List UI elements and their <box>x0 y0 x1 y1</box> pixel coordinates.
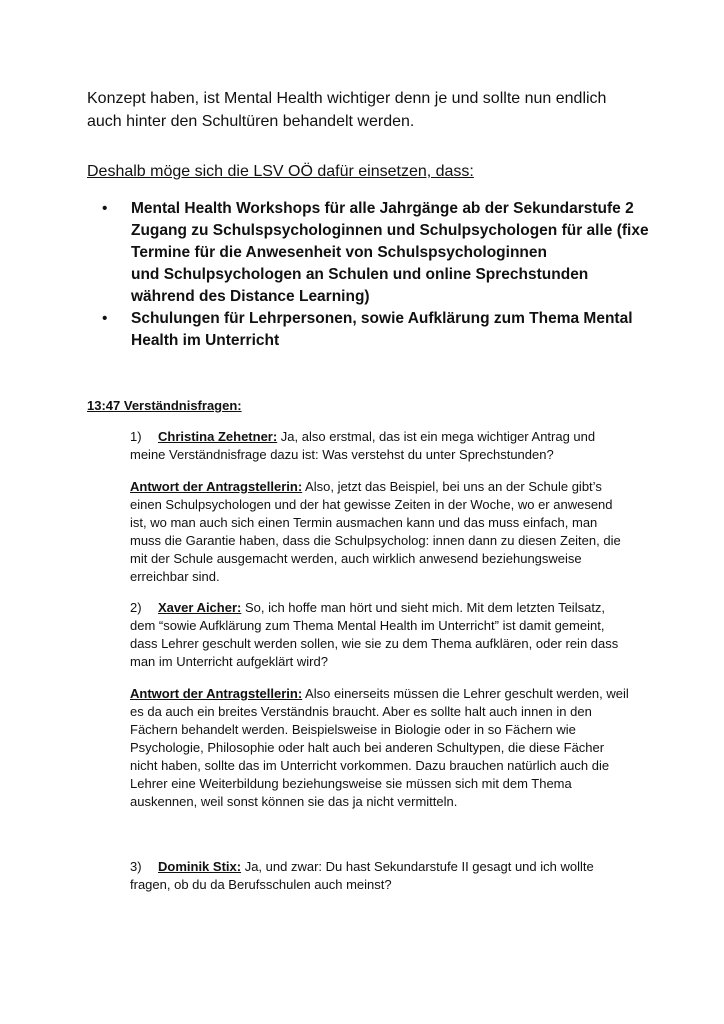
speaker-name: Christina Zehetner: <box>158 429 278 444</box>
intro-line: Konzept haben, ist Mental Health wichtiger denn je und sollte nun endlich <box>87 90 607 107</box>
question-first-line <box>130 858 650 876</box>
question-block <box>130 858 650 894</box>
answer-line: erreichbar sind. <box>130 569 220 584</box>
intro-line: auch hinter den Schultüren behandelt werden. <box>87 113 415 130</box>
speaker-name: Antwort der Antragstellerin: <box>130 686 303 701</box>
answer-line: Psychologie, Philosophie oder halt auch bei anderen Schultypen, die diese Fächer <box>130 740 605 755</box>
question-number: 1) <box>130 429 142 444</box>
answer-line: mit der Schule ausgemacht werden, auch wirklich anwesend beziehungsweise <box>130 551 582 566</box>
list-item-line: Mental Health Workshops für alle Jahrgänge ab der Sekundarstufe 2 <box>131 200 634 217</box>
answer-first-line <box>130 685 650 703</box>
answer-line: einen Schulpsychologen und der hat gewisse Zeiten in der Woche, wo er anwesend <box>130 497 613 512</box>
question-number: 3) <box>130 859 142 874</box>
list-item-line: Zugang zu Schulspsychologinnen und Schulpsychologen für alle (fixe <box>131 222 649 239</box>
bullet-icon: • <box>102 200 108 217</box>
answer-block <box>130 685 650 811</box>
list-item <box>102 308 662 352</box>
question-first-line <box>130 599 650 617</box>
answer-block <box>130 478 650 586</box>
answer-line: muss die Garantie haben, dass die Schulpsycholog: innen dann zu diesen Zeiten, die <box>130 533 621 548</box>
bullet-icon: • <box>102 310 108 327</box>
answer-text: Also einerseits müssen die Lehrer geschult werden, weil <box>302 686 629 701</box>
speaker-name: Antwort der Antragstellerin: <box>130 479 303 494</box>
question-line: dass Lehrer geschult werden sollen, wie sie zu dem Thema aufklären, oder rein dass <box>130 636 619 651</box>
answer-line: auskennen, weil sonst können sie das ja nicht vermitteln. <box>130 794 458 809</box>
answer-line: nicht haben, sollte das im Unterricht vorkommen. Dazu brauchen natürlich auch die <box>130 758 610 773</box>
list-item-line: Schulungen für Lehrpersonen, sowie Aufklärung zum Thema Mental <box>131 310 633 327</box>
answer-line: ist, wo man auch sich einen Termin ausmachen kann und das muss einfach, man <box>130 515 598 530</box>
question-block <box>130 599 650 671</box>
answer-text: Also, jetzt das Beispiel, bei uns an der Schule gibt’s <box>302 479 602 494</box>
list-item-line: und Schulpsychologen an Schulen und online Sprechstunden <box>131 266 589 283</box>
question-number: 2) <box>130 600 142 615</box>
section-title: 13:47 Verständnisfragen: <box>87 398 242 413</box>
answer-line: es da auch ein breites Verständnis braucht. Aber es sollte halt auch innen in den <box>130 704 592 719</box>
list-item-line: während des Distance Learning) <box>131 288 370 305</box>
question-first-line <box>130 428 650 446</box>
question-line: man im Unterricht aufgeklärt wird? <box>130 654 328 669</box>
question-line: fragen, ob du da Berufsschulen auch meinst? <box>130 877 392 892</box>
question-text: Ja, und zwar: Du hast Sekundarstufe II gesagt und ich wollte <box>241 859 594 874</box>
list-item <box>102 198 662 308</box>
motion-heading: Deshalb möge sich die LSV OÖ dafür einsetzen, dass: <box>87 163 474 180</box>
question-block <box>130 428 650 464</box>
list-item-line: Health im Unterricht <box>131 332 280 349</box>
answer-line: Lehrer eine Weiterbildung beziehungsweise sie müssen sich mit dem Thema <box>130 776 572 791</box>
answer-first-line <box>130 478 650 496</box>
question-text: Ja, also erstmal, das ist ein mega wichtiger Antrag und <box>277 429 596 444</box>
demands-list <box>102 198 662 352</box>
answer-line: Fächern behandelt werden. Beispielsweise in Biologie oder in so Fächern wie <box>130 722 576 737</box>
question-text: So, ich hoffe man hört und sieht mich. Mit dem letzten Teilsatz, <box>241 600 606 615</box>
speaker-name: Dominik Stix: <box>158 859 242 874</box>
speaker-name: Xaver Aicher: <box>158 600 242 615</box>
question-line: meine Verständnisfrage dazu ist: Was verstehst du unter Sprechstunden? <box>130 447 554 462</box>
intro-paragraph <box>87 87 647 133</box>
question-line: dem “sowie Aufklärung zum Thema Mental Health im Unterricht” ist damit gemeint, <box>130 618 605 633</box>
list-item-line: Termine für die Anwesenheit von Schulspsychologinnen <box>131 244 547 261</box>
